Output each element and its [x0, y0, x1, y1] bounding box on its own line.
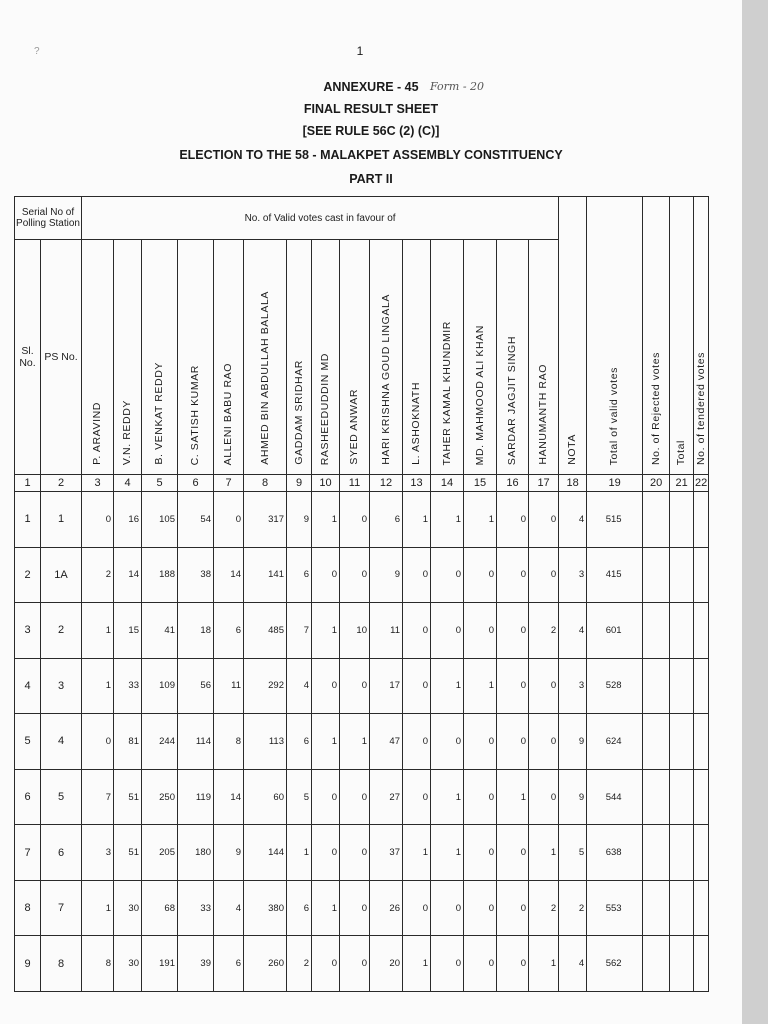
vote-count-cell: 638: [587, 825, 643, 881]
part-heading: PART II: [349, 172, 393, 186]
vote-count-cell: [643, 769, 670, 825]
vote-count-cell: 27: [370, 769, 403, 825]
vote-count-cell: [670, 603, 694, 659]
vote-count-cell: 37: [370, 825, 403, 881]
vote-count-cell: 11: [370, 603, 403, 659]
vote-count-cell: 3: [559, 547, 587, 603]
vote-count-cell: 0: [529, 714, 559, 770]
vote-count-cell: [694, 714, 709, 770]
candidate-header: [114, 240, 142, 475]
vote-count-cell: 1: [82, 658, 114, 714]
handwritten-form-note: Form - 20: [430, 80, 485, 93]
rule-reference: [SEE RULE 56C (2) (C)]: [302, 124, 440, 138]
vote-count-cell: 6: [287, 714, 312, 770]
table-body: [15, 492, 709, 992]
vote-count-cell: 244: [142, 714, 178, 770]
corner-mark: ?: [34, 46, 40, 57]
vote-count-cell: 205: [142, 825, 178, 881]
vote-count-cell: 7: [82, 769, 114, 825]
result-table-container: [14, 196, 708, 992]
vote-count-cell: 56: [178, 658, 214, 714]
total-valid-header-label: Total of valid votes: [608, 366, 621, 465]
vote-count-cell: 0: [214, 492, 244, 548]
vote-count-cell: 0: [312, 936, 340, 992]
vote-count-cell: 1: [431, 658, 464, 714]
column-number: 17: [529, 475, 559, 492]
vote-count-cell: 51: [114, 825, 142, 881]
ps-number-cell: 6: [41, 825, 82, 881]
column-number: 13: [403, 475, 431, 492]
vote-count-cell: [694, 658, 709, 714]
table-row: [15, 658, 709, 714]
ps-number-cell: 1A: [41, 547, 82, 603]
vote-count-cell: 1: [464, 492, 497, 548]
table-row: [15, 936, 709, 992]
serial-number-cell: 7: [15, 825, 41, 881]
vote-count-cell: 4: [287, 658, 312, 714]
vote-count-cell: [670, 714, 694, 770]
vote-count-cell: 0: [340, 492, 370, 548]
vote-count-cell: 1: [82, 880, 114, 936]
vote-count-cell: 1: [340, 714, 370, 770]
vote-count-cell: 33: [178, 880, 214, 936]
vote-count-cell: 9: [287, 492, 312, 548]
vote-count-cell: [670, 547, 694, 603]
vote-count-cell: 30: [114, 880, 142, 936]
vote-count-cell: 0: [464, 714, 497, 770]
sl-no-header: Sl. No.: [15, 240, 41, 475]
total-valid-header: [587, 197, 643, 475]
serial-number-cell: 9: [15, 936, 41, 992]
candidate-name: HARI KRISHNA GOUD LINGALA: [379, 294, 392, 465]
vote-count-cell: 9: [214, 825, 244, 881]
vote-count-cell: 0: [340, 547, 370, 603]
table-row: [15, 769, 709, 825]
vote-count-cell: 14: [114, 547, 142, 603]
vote-count-cell: 4: [559, 603, 587, 659]
vote-count-cell: 10: [340, 603, 370, 659]
ps-number-cell: 8: [41, 936, 82, 992]
column-number: 15: [464, 475, 497, 492]
vote-count-cell: 81: [114, 714, 142, 770]
candidate-name: L. ASHOKNATH: [410, 382, 422, 465]
candidate-name: B. VENKAT REDDY: [153, 362, 165, 465]
candidate-header: [312, 240, 340, 475]
vote-count-cell: 9: [559, 769, 587, 825]
vote-count-cell: 54: [178, 492, 214, 548]
vote-count-cell: 553: [587, 880, 643, 936]
annexure-heading: ANNEXURE - 45: [323, 80, 419, 94]
vote-count-cell: 26: [370, 880, 403, 936]
vote-count-cell: [670, 769, 694, 825]
vote-count-cell: 0: [497, 547, 529, 603]
column-number: 20: [643, 475, 670, 492]
vote-count-cell: 33: [114, 658, 142, 714]
vote-count-cell: 0: [529, 769, 559, 825]
vote-count-cell: 0: [403, 880, 431, 936]
vote-count-cell: [694, 492, 709, 548]
vote-count-cell: [694, 769, 709, 825]
candidate-name: GADDAM SRIDHAR: [292, 360, 305, 465]
vote-count-cell: 0: [431, 714, 464, 770]
serial-group-header: Serial No of Polling Station: [15, 197, 82, 240]
column-number: 8: [244, 475, 287, 492]
candidate-header: [214, 240, 244, 475]
candidate-name: P. ARAVIND: [91, 402, 103, 465]
column-number: 4: [114, 475, 142, 492]
column-number: 19: [587, 475, 643, 492]
vote-count-cell: 0: [312, 658, 340, 714]
vote-count-cell: 51: [114, 769, 142, 825]
vote-count-cell: 141: [244, 547, 287, 603]
vote-count-cell: 1: [312, 880, 340, 936]
vote-count-cell: 0: [497, 492, 529, 548]
vote-count-cell: [694, 936, 709, 992]
vote-count-cell: 415: [587, 547, 643, 603]
vote-count-cell: 0: [497, 880, 529, 936]
candidate-name: RASHEEDUDDIN MD: [319, 352, 331, 465]
vote-count-cell: 317: [244, 492, 287, 548]
vote-count-cell: 0: [529, 547, 559, 603]
vote-count-cell: 38: [178, 547, 214, 603]
vote-count-cell: 114: [178, 714, 214, 770]
vote-count-cell: [643, 603, 670, 659]
vote-count-cell: 1: [403, 825, 431, 881]
vote-count-cell: 0: [431, 547, 464, 603]
vote-count-cell: [694, 603, 709, 659]
vote-count-cell: 0: [403, 658, 431, 714]
vote-count-cell: 515: [587, 492, 643, 548]
vote-count-cell: 0: [464, 880, 497, 936]
ps-no-header: PS No.: [41, 240, 82, 475]
vote-count-cell: 18: [178, 603, 214, 659]
page-number: 1: [356, 44, 364, 58]
column-number: 21: [670, 475, 694, 492]
ps-number-cell: 1: [41, 492, 82, 548]
vote-count-cell: 1: [82, 603, 114, 659]
election-heading: ELECTION TO THE 58 - MALAKPET ASSEMBLY CONSTITUENCY: [179, 148, 563, 162]
column-number: 1: [15, 475, 41, 492]
vote-count-cell: [694, 547, 709, 603]
table-row: [15, 880, 709, 936]
tendered-header: [694, 197, 709, 475]
candidate-header: [178, 240, 214, 475]
vote-count-cell: 1: [464, 658, 497, 714]
candidate-header: [370, 240, 403, 475]
vote-count-cell: 47: [370, 714, 403, 770]
vote-count-cell: 1: [529, 936, 559, 992]
vote-count-cell: [670, 658, 694, 714]
vote-count-cell: 0: [82, 714, 114, 770]
vote-count-cell: 0: [403, 603, 431, 659]
ps-number-cell: 7: [41, 880, 82, 936]
column-number: 18: [559, 475, 587, 492]
vote-count-cell: 9: [370, 547, 403, 603]
candidate-header: [244, 240, 287, 475]
vote-count-cell: 2: [559, 880, 587, 936]
vote-count-cell: 0: [403, 714, 431, 770]
vote-count-cell: 1: [403, 936, 431, 992]
vote-count-cell: 5: [287, 769, 312, 825]
vote-count-cell: 1: [431, 825, 464, 881]
vote-count-cell: [643, 825, 670, 881]
vote-count-cell: 0: [82, 492, 114, 548]
column-number: 7: [214, 475, 244, 492]
vote-count-cell: 113: [244, 714, 287, 770]
serial-number-cell: 3: [15, 603, 41, 659]
vote-count-cell: 0: [340, 880, 370, 936]
vote-count-cell: 5: [559, 825, 587, 881]
vote-count-cell: [643, 658, 670, 714]
candidate-header: [142, 240, 178, 475]
candidate-header: [340, 240, 370, 475]
vote-count-cell: 1: [529, 825, 559, 881]
vote-count-cell: 0: [340, 769, 370, 825]
vote-count-cell: 4: [559, 936, 587, 992]
vote-count-cell: 17: [370, 658, 403, 714]
vote-count-cell: 6: [287, 880, 312, 936]
vote-count-cell: 528: [587, 658, 643, 714]
vote-count-cell: [643, 547, 670, 603]
vote-count-cell: 188: [142, 547, 178, 603]
vote-count-cell: 2: [529, 603, 559, 659]
candidate-name: V.N. REDDY: [121, 399, 133, 465]
candidate-name: MD. MAHMOOD ALI KHAN: [473, 324, 486, 465]
vote-count-cell: [670, 880, 694, 936]
vote-count-cell: 11: [214, 658, 244, 714]
column-number: 5: [142, 475, 178, 492]
vote-count-cell: 4: [214, 880, 244, 936]
vote-count-cell: 144: [244, 825, 287, 881]
vote-count-cell: 15: [114, 603, 142, 659]
column-number: 10: [312, 475, 340, 492]
candidate-header: [431, 240, 464, 475]
vote-count-cell: 9: [559, 714, 587, 770]
table-row: [15, 714, 709, 770]
vote-count-cell: 624: [587, 714, 643, 770]
nota-header-label: NOTA: [566, 434, 579, 465]
vote-count-cell: 2: [287, 936, 312, 992]
vote-count-cell: 601: [587, 603, 643, 659]
total-header-label: Total: [675, 439, 688, 465]
tendered-header-label: No. of tendered votes: [694, 352, 707, 465]
vote-count-cell: 250: [142, 769, 178, 825]
scan-edge: [740, 0, 768, 1024]
candidate-name: SYED ANWAR: [348, 389, 360, 465]
vote-count-cell: 1: [403, 492, 431, 548]
vote-count-cell: 0: [312, 825, 340, 881]
candidate-name: C. SATISH KUMAR: [189, 364, 201, 465]
vote-count-cell: 30: [114, 936, 142, 992]
serial-number-cell: 8: [15, 880, 41, 936]
vote-count-cell: 544: [587, 769, 643, 825]
vote-count-cell: 6: [214, 936, 244, 992]
column-number: 11: [340, 475, 370, 492]
column-number-row: [15, 475, 709, 492]
candidate-name: HANUMANTH RAO: [537, 364, 550, 465]
vote-count-cell: 16: [114, 492, 142, 548]
vote-count-cell: 0: [431, 603, 464, 659]
vote-count-cell: 0: [464, 603, 497, 659]
vote-count-cell: 4: [559, 492, 587, 548]
vote-count-cell: 0: [340, 825, 370, 881]
column-number: 6: [178, 475, 214, 492]
serial-number-cell: 6: [15, 769, 41, 825]
vote-count-cell: 2: [82, 547, 114, 603]
column-number: 9: [287, 475, 312, 492]
vote-count-cell: 14: [214, 769, 244, 825]
candidate-header: [529, 240, 559, 475]
column-number: 12: [370, 475, 403, 492]
column-number: 22: [694, 475, 709, 492]
vote-count-cell: 562: [587, 936, 643, 992]
column-number: 3: [82, 475, 114, 492]
candidate-name: SARDAR JAGJIT SINGH: [506, 335, 518, 465]
vote-count-cell: 0: [464, 547, 497, 603]
column-number: 2: [41, 475, 82, 492]
vote-count-cell: 8: [82, 936, 114, 992]
serial-number-cell: 1: [15, 492, 41, 548]
candidate-header: [403, 240, 431, 475]
vote-count-cell: 14: [214, 547, 244, 603]
vote-count-cell: 0: [340, 936, 370, 992]
serial-number-cell: 2: [15, 547, 41, 603]
ps-number-cell: 2: [41, 603, 82, 659]
vote-count-cell: 2: [529, 880, 559, 936]
candidate-header: [287, 240, 312, 475]
vote-count-cell: 0: [497, 658, 529, 714]
vote-count-cell: 0: [312, 547, 340, 603]
vote-count-cell: 1: [287, 825, 312, 881]
table-row: [15, 547, 709, 603]
vote-count-cell: 119: [178, 769, 214, 825]
votes-group-header: No. of Valid votes cast in favour of: [82, 197, 559, 240]
vote-count-cell: [694, 880, 709, 936]
vote-count-cell: 380: [244, 880, 287, 936]
vote-count-cell: 105: [142, 492, 178, 548]
table-row: [15, 492, 709, 548]
vote-count-cell: 6: [287, 547, 312, 603]
sheet-title: FINAL RESULT SHEET: [303, 102, 439, 116]
vote-count-cell: 260: [244, 936, 287, 992]
vote-count-cell: [694, 825, 709, 881]
vote-count-cell: 1: [312, 714, 340, 770]
vote-count-cell: [670, 825, 694, 881]
vote-count-cell: [643, 714, 670, 770]
vote-count-cell: 68: [142, 880, 178, 936]
vote-count-cell: 20: [370, 936, 403, 992]
vote-count-cell: [670, 492, 694, 548]
ps-number-cell: 5: [41, 769, 82, 825]
vote-count-cell: 6: [370, 492, 403, 548]
column-number: 14: [431, 475, 464, 492]
vote-count-cell: 8: [214, 714, 244, 770]
vote-count-cell: 0: [464, 825, 497, 881]
serial-number-cell: 4: [15, 658, 41, 714]
vote-count-cell: 0: [464, 936, 497, 992]
column-number: 16: [497, 475, 529, 492]
candidate-name: ALLENI BABU RAO: [222, 362, 234, 465]
vote-count-cell: 1: [312, 603, 340, 659]
vote-count-cell: 0: [431, 936, 464, 992]
ps-number-cell: 3: [41, 658, 82, 714]
candidate-header: [497, 240, 529, 475]
candidate-name: TAHER KAMAL KHUNDMIR: [440, 320, 453, 465]
candidate-header: [82, 240, 114, 475]
vote-count-cell: 0: [464, 769, 497, 825]
table-row: [15, 603, 709, 659]
vote-count-cell: 0: [403, 769, 431, 825]
table-row: [15, 825, 709, 881]
group-header-row: [15, 197, 709, 240]
vote-count-cell: 3: [82, 825, 114, 881]
rejected-header: [643, 197, 670, 475]
vote-count-cell: [643, 880, 670, 936]
vote-count-cell: 0: [497, 936, 529, 992]
vote-count-cell: 0: [529, 492, 559, 548]
vote-count-cell: 0: [312, 769, 340, 825]
vote-count-cell: 6: [214, 603, 244, 659]
vote-count-cell: 1: [431, 769, 464, 825]
candidate-name: AHMED BIN ABDULLAH BALALA: [258, 291, 271, 465]
vote-count-cell: 0: [403, 547, 431, 603]
vote-count-cell: 1: [431, 492, 464, 548]
nota-header: [559, 197, 587, 475]
vote-count-cell: 0: [497, 825, 529, 881]
result-table: [14, 196, 709, 992]
vote-count-cell: 0: [529, 658, 559, 714]
vote-count-cell: 191: [142, 936, 178, 992]
vote-count-cell: [643, 492, 670, 548]
vote-count-cell: 0: [431, 880, 464, 936]
vote-count-cell: 7: [287, 603, 312, 659]
rejected-header-label: No. of Rejected votes: [649, 352, 662, 465]
serial-number-cell: 5: [15, 714, 41, 770]
vote-count-cell: 109: [142, 658, 178, 714]
vote-count-cell: 0: [497, 603, 529, 659]
vote-count-cell: [670, 936, 694, 992]
vote-count-cell: 1: [312, 492, 340, 548]
vote-count-cell: 41: [142, 603, 178, 659]
vote-count-cell: 0: [340, 658, 370, 714]
vote-count-cell: 180: [178, 825, 214, 881]
vote-count-cell: 485: [244, 603, 287, 659]
ps-number-cell: 4: [41, 714, 82, 770]
vote-count-cell: 1: [497, 769, 529, 825]
vote-count-cell: 292: [244, 658, 287, 714]
vote-count-cell: 60: [244, 769, 287, 825]
candidate-header: [464, 240, 497, 475]
vote-count-cell: [643, 936, 670, 992]
vote-count-cell: 39: [178, 936, 214, 992]
vote-count-cell: 0: [497, 714, 529, 770]
total-header: [670, 197, 694, 475]
vote-count-cell: 3: [559, 658, 587, 714]
